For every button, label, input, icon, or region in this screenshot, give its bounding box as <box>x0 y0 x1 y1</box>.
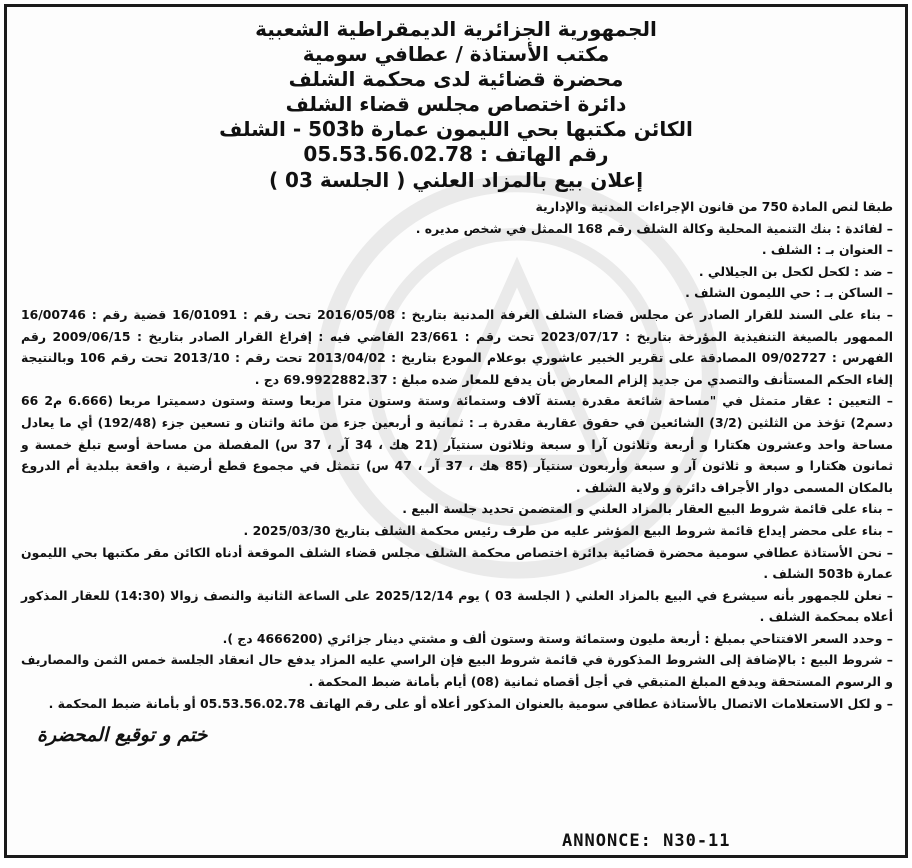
jurisdiction: دائرة اختصاص مجلس قضاء الشلف <box>285 92 627 116</box>
legal-notice <box>4 4 908 858</box>
contact-info: – و لكل الاستعلامات الاتصال بالأستاذة عطافي سومية بالعنوان المذكور أعلاه أو على رقم الهاتف 05.53.56.02.78 أو بأمانة ضبط المحكمة . <box>48 695 893 711</box>
office-name: مكتب الأستاذة / عطافي سومية <box>302 42 610 66</box>
auction-date: – نعلن للجمهور بأنه سيشرع في البيع بالمزاد العلني ( الجلسة 03 ) يوم 2025/12/14 على الساعة الثانية والنصف زوالا (14:30) للعقار المذكور أعلاه بمحكمة الشلف . <box>21 587 894 625</box>
property-description: – التعيين : عقار متمثل في "مساحة شائعة مقدرة بستة آلاف وستمائة وستة وستون مترا مربعا وستة وستون دسميترا مربعا (6.666 م2 66 دسم2) تؤخذ من الثلثين (3/2) الشائعين في حقوق عقارية مقدرة بـ : ثمانية و أربعين جزء من مائة واثنان و تسعين جزء (192/48) أي ما يعادل مساحة واحد وعشرون هكتارا و أربعة وثلاثون آرا و سبعة وثلاثون سنتيآر (21 هك ، 34 آر ، 37 س) المفصلة من مساحة أوسع تبلغ خمسة و ثمانون هكتارا و سبعة و ثلاثون آر و سبعة وأربعون سنتيآر (85 هك ، 37 آر ، 47 س) تتمثل في مجموع قطع أرضية ، واقعة ببلدية أم الدروع بالمكان المسمى دوار الأجراف دائرة و ولاية الشلف . <box>21 393 894 495</box>
country-name: الجمهورية الجزائرية الديمقراطية الشعبية <box>255 17 657 41</box>
notice-header <box>7 7 905 194</box>
bailiff-court: محضرة قضائية لدى محكمة الشلف <box>288 67 624 91</box>
enforcement-title: – بناء على السند للقرار الصادر عن مجلس قضاء الشلف الغرفة المدنية بتاريخ : 2016/05/08 تحت رقم : 16/01091 قضية رقم : 16/00746 الممهور بالصيغة التنفيذية المؤرخة بتاريخ : 2023/07/17 تحت رقم : 23/661 القاضي فيه : إفراغ القرار الصادر بتاريخ : 2009/06/15 رقم الفهرس : 09/02727 المصادقة على تقرير الخبير عاشوري بوعلام المودع بتاريخ : 2013/04/02 تحت رقم : 2013/10 تحت رقم 106 وبالنتيجة إلغاء الحكم المستأنف والتصدي من جديد إلزام المعارض بأن يدفع للمعار ضده مبلغ : 69.9922882.37 دج . <box>21 306 894 387</box>
office-address: الكائن مكتبها بحي الليمون عمارة 503b - الشلف <box>219 117 693 141</box>
defendant: – ضد : لكحل لكحل بن الجيلالي . <box>698 263 893 279</box>
sale-conditions: – شروط البيع : بالإضافة إلى الشروط المذكورة في قائمة شروط البيع فإن الراسي عليه المزاد يدفع حال انعقاد الجلسة خمس الثمن والمصاريف و الرسوم المستحقة ويدفع المبلغ المتبقي في أجل أقصاه ثمانية (08) أيام بأمانة ضبط المحكمة . <box>21 652 893 690</box>
beneficiary: – لفائدة : بنك التنمية المحلية وكالة الشلف رقم 168 الممثل في شخص مديره . <box>415 220 893 236</box>
conditions-list: – بناء على قائمة شروط البيع العقار بالمزاد العلني و المتضمن تحديد جلسة البيع . <box>402 501 893 517</box>
bailiff-statement: – نحن الأستاذة عطافي سومية محضرة قضائية بدائرة اختصاص محكمة الشلف مجلس قضاء الشلف الموقعة أدناه الكائن مقر مكتبها بحي الليمون عمارة 503b الشلف . <box>21 544 893 582</box>
deposit-record: – بناء على محضر إيداع قائمة شروط البيع المؤشر عليه من طرف رئيس محكمة الشلف بتاريخ 2025/03/30 . <box>243 522 893 538</box>
beneficiary-address: – العنوان بـ : الشلف . <box>761 242 893 258</box>
notice-title: إعلان بيع بالمزاد العلني ( الجلسة 03 ) <box>268 168 644 192</box>
notice-body <box>7 194 905 714</box>
signature-line: ختم و توقيع المحضرة <box>37 724 208 747</box>
legal-basis: طبقا لنص المادة 750 من قانون الإجراءات المدنية والإدارية <box>535 199 893 214</box>
annonce-number: ANNONCE: N30-11 <box>562 831 731 851</box>
phone-number: رقم الهاتف : 05.53.56.02.78 <box>303 142 609 166</box>
defendant-address: – الساكن بـ : حي الليمون الشلف . <box>685 285 893 301</box>
opening-price: – وحدد السعر الافتتاحي بمبلغ : أربعة مليون وستمائة وستة وستون ألف و مشتي دينار جزائري (4666200 دج ). <box>222 630 893 646</box>
